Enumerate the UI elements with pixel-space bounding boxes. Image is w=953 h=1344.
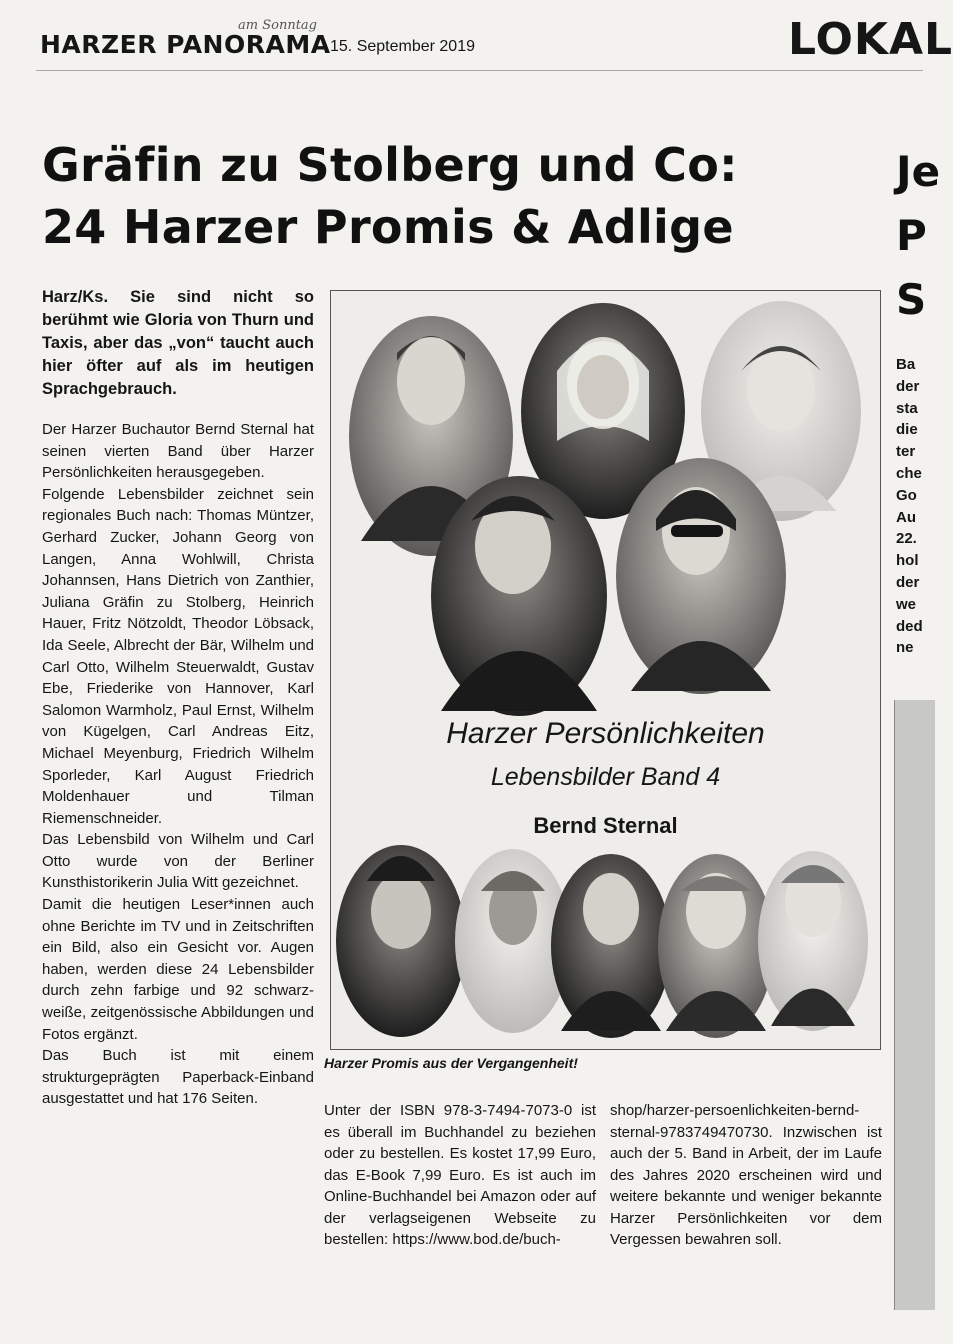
photo-caption: Harzer Promis aus der Vergangenheit! <box>324 1055 578 1071</box>
neighbor-text-fragment: sta <box>896 399 918 417</box>
paragraph: Das Lebensbild von Wilhelm und Carl Otto wurde von der Berliner Kunsthistorikerin Julia Witt gezeichnet. <box>42 831 314 892</box>
neighbor-text-fragment: ded <box>896 617 923 635</box>
article-lead: Harz/Ks. Sie sind nicht so berühmt wie Gloria von Thurn und Taxis, aber das „von“ taucht auch hier öfter auf als im heutigen Sprachgebrauch. <box>42 288 314 398</box>
headline-line-1: Gräfin zu Stolberg und Co: <box>42 138 738 192</box>
paragraph: Der Harzer Buchautor Bernd Sternal hat seinen vierten Band über Harzer Persönlichkeiten herausgegeben. <box>42 421 314 482</box>
book-subtitle: Lebensbilder Band 4 <box>490 763 721 791</box>
section-label: LOKAL <box>788 14 953 65</box>
column-2-body: Unter der ISBN 978-3-7494-7073-0 ist es überall im Buchhandel zu beziehen oder zu bestellen. Es kostet 17,99 Euro, das E-Book 7,99 Euro. Es ist auch im Online-Buchhandel bei Amazon oder auf der verlagseigenen Webseite zu bestellen: https://www.bod.de/buch- <box>324 1102 596 1248</box>
neighbor-text-fragment: 22. <box>896 530 917 548</box>
article-headline <box>42 134 822 258</box>
column-1-body <box>42 419 314 1110</box>
column-3-body: shop/harzer-persoenlichkeiten-bernd-sternal-9783749470730. Inzwischen ist auch der 5. Band in Arbeit, der im Laufe des Jahres 2020 erscheinen wird und weitere bekannte und weniger bekannte Harzer Persönlichkeiten vor dem Vergessen bewahren soll. <box>610 1102 882 1248</box>
neighbor-text-fragment: we <box>896 595 917 613</box>
neighbor-text-fragment: die <box>896 421 918 439</box>
headline-line-2: 24 Harzer Promis & Adlige <box>42 200 734 254</box>
issue-date: 15. September 2019 <box>330 38 475 55</box>
neighbor-text-fragment: der <box>896 377 920 395</box>
book-author: Bernd Sternal <box>533 813 678 838</box>
portrait-bottom-1 <box>336 845 466 1037</box>
portrait-illustration <box>331 291 880 1049</box>
neighbor-text-fragment: Go <box>896 486 917 504</box>
paper-subtitle: am Sonntag <box>238 18 317 33</box>
paper-name: HARZER PANORAMA <box>40 30 331 59</box>
neighbor-text-fragment: ne <box>896 639 914 657</box>
neighbor-text-fragment: der <box>896 573 920 591</box>
portrait-bottom-3 <box>551 854 671 1038</box>
portrait-woman-4 <box>616 458 786 694</box>
portrait-man-1 <box>431 476 607 716</box>
neighbor-photo <box>894 700 935 1310</box>
paragraph: Damit die heutigen Leser*innen auch ohne Berichte im TV und in Zeitschriften ein Bild, also ein Gesicht vor. Augen haben, werden diese 24 Lebensbilder durch zehn farbige und 92 schwarz-weiße, zeitgenössische Abbildungen und Fotos ergänzt. <box>42 896 314 1043</box>
neighbor-headline-fragment: Je <box>896 147 941 196</box>
paragraph: Folgende Lebensbilder zeichnet sein regionales Buch nach: Thomas Müntzer, Gerhard Zucker, Johann Georg von Langen, Anna Wohlwill, Christa Johannsen, Hans Dietrich von Zanthier, Juliana Gräfin zu Stolberg, Heinrich Hauer, Fritz Nötzoldt, Theodor Löbsack, Ida Seele, Albrecht der Bär, Wilhelm und Carl Otto, Wilhelm Steuerwaldt, Gustav Ebe, Friederike von Hannover, Karl Salomon Warmholz, Paul Ernst, Wilhelm von Kügelgen, Carl Andreas Eitz, Michael Meyenburg, Friedrich Wilhelm Sporleder, Karl August Friedrich Moldenhauer und Tilman Riemenschneider. <box>42 485 314 827</box>
neighbor-text-fragment: Ba <box>896 356 916 373</box>
neighbor-article-text <box>896 354 936 659</box>
article-column-2 <box>324 1100 596 1251</box>
book-cover-photo <box>330 290 881 1050</box>
article-column-1 <box>42 286 314 1110</box>
paragraph: Das Buch ist mit einem strukturgeprägten Paperback-Einband ausgestattet und hat 176 Seiten. <box>42 1047 314 1108</box>
portrait-bottom-5 <box>758 851 868 1031</box>
top-rule <box>36 70 923 71</box>
neighbor-headline-fragment: P <box>896 211 927 260</box>
neighbor-text-fragment: hol <box>896 552 919 570</box>
neighbor-text-fragment: ter <box>896 443 916 461</box>
book-title: Harzer Persönlichkeiten <box>446 717 765 750</box>
article-column-3 <box>610 1100 882 1251</box>
neighbor-text-fragment: Au <box>896 508 916 526</box>
neighbor-headline-fragment: S <box>896 275 927 324</box>
portrait-bottom-4 <box>658 854 774 1038</box>
neighbor-headline <box>896 140 941 332</box>
neighbor-text-fragment: che <box>896 464 922 482</box>
